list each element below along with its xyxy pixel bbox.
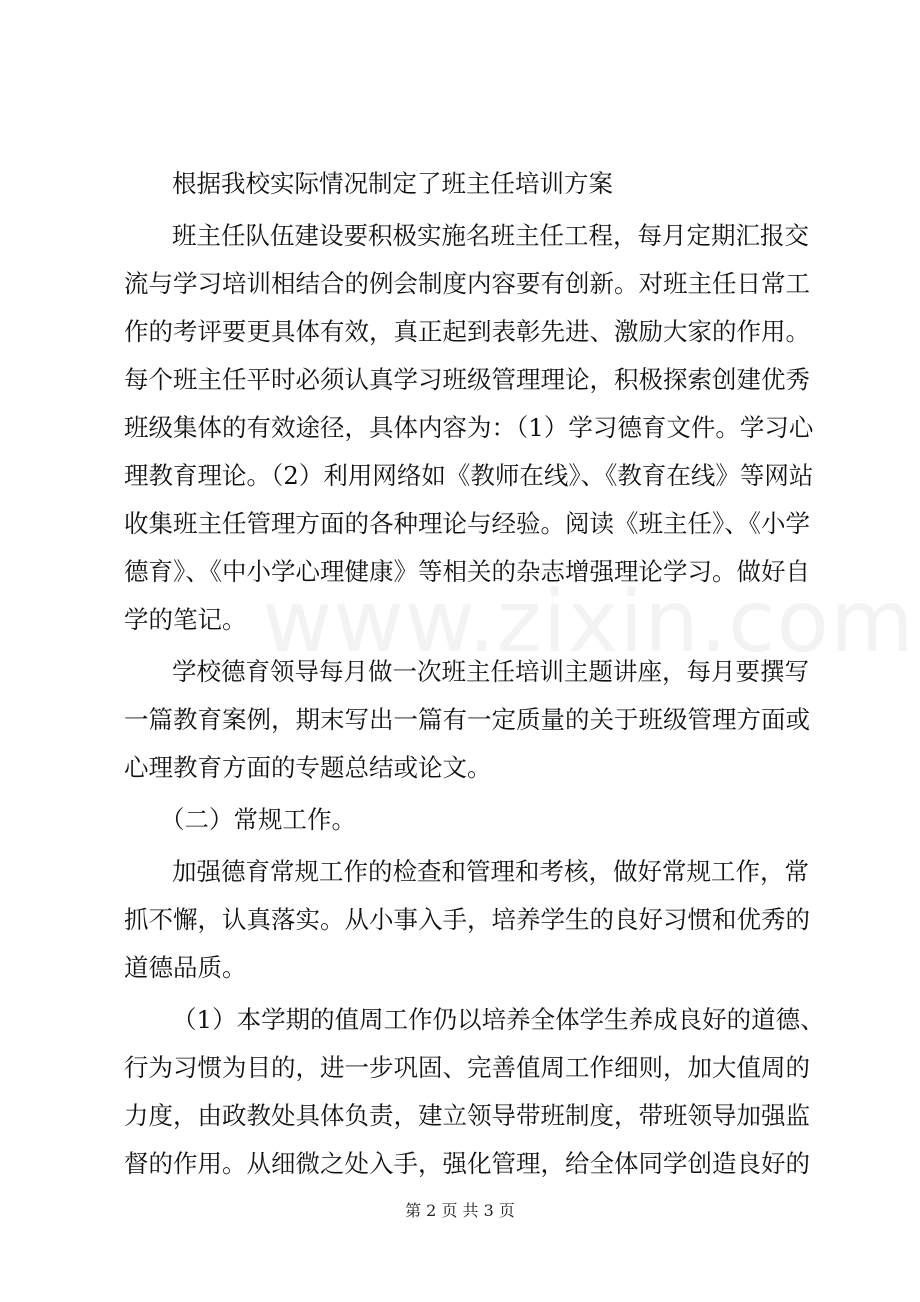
- paragraph-line: 督的作用。从细微之处入手，强化管理，给全体同学创造良好的: [124, 1149, 810, 1178]
- paragraph-line: 道德品质。: [124, 953, 247, 982]
- paragraph-line: 德育》、《中小学心理健康》等相关的杂志增强理论学习。做好自: [124, 557, 810, 586]
- page-footer: 第 2 页 共 3 页: [405, 1201, 515, 1220]
- section-heading: （二）常规工作。: [160, 805, 356, 834]
- paragraph-line: 学的笔记。: [124, 605, 247, 634]
- paragraph-line: 每个班主任平时必须认真学习班级管理理论，积极探索创建优秀: [124, 365, 810, 394]
- paragraph-line: 收集班主任管理方面的各种理论与经验。阅读《班主任》、《小学: [124, 509, 810, 538]
- paragraph-line: 学校德育领导每月做一次班主任培训主题讲座，每月要撰写: [172, 657, 809, 686]
- paragraph-line: 行为习惯为目的，进一步巩固、完善值周工作细则，加大值周的: [124, 1053, 810, 1082]
- paragraph-line: 根据我校实际情况制定了班主任培训方案: [172, 169, 613, 198]
- paragraph-line: 抓不懈，认真落实。从小事入手，培养学生的良好习惯和优秀的: [124, 905, 810, 934]
- paragraph-line: （1）本学期的值周工作仍以培养全体学生养成良好的道德、: [172, 1005, 825, 1034]
- paragraph-line: 力度，由政教处具体负责，建立领导带班制度，带班领导加强监: [124, 1101, 810, 1130]
- paragraph-line: 流与学习培训相结合的例会制度内容要有创新。对班主任日常工: [124, 269, 810, 298]
- paragraph-line: 班主任队伍建设要积极实施名班主任工程，每月定期汇报交: [172, 221, 809, 250]
- paragraph-line: 心理教育方面的专题总结或论文。: [124, 753, 492, 782]
- paragraph-line: 一篇教育案例，期末写出一篇有一定质量的关于班级管理方面或: [124, 705, 810, 734]
- paragraph-line: 加强德育常规工作的检查和管理和考核，做好常规工作，常: [172, 857, 809, 886]
- paragraph-line: 作的考评要更具体有效，真正起到表彰先进、激励大家的作用。: [124, 317, 810, 346]
- paragraph-line: 理教育理论。（2）利用网络如《教师在线》、《教育在线》等网站: [124, 461, 814, 490]
- paragraph-line: 班级集体的有效途径，具体内容为：（1）学习德育文件。学习心: [124, 413, 814, 442]
